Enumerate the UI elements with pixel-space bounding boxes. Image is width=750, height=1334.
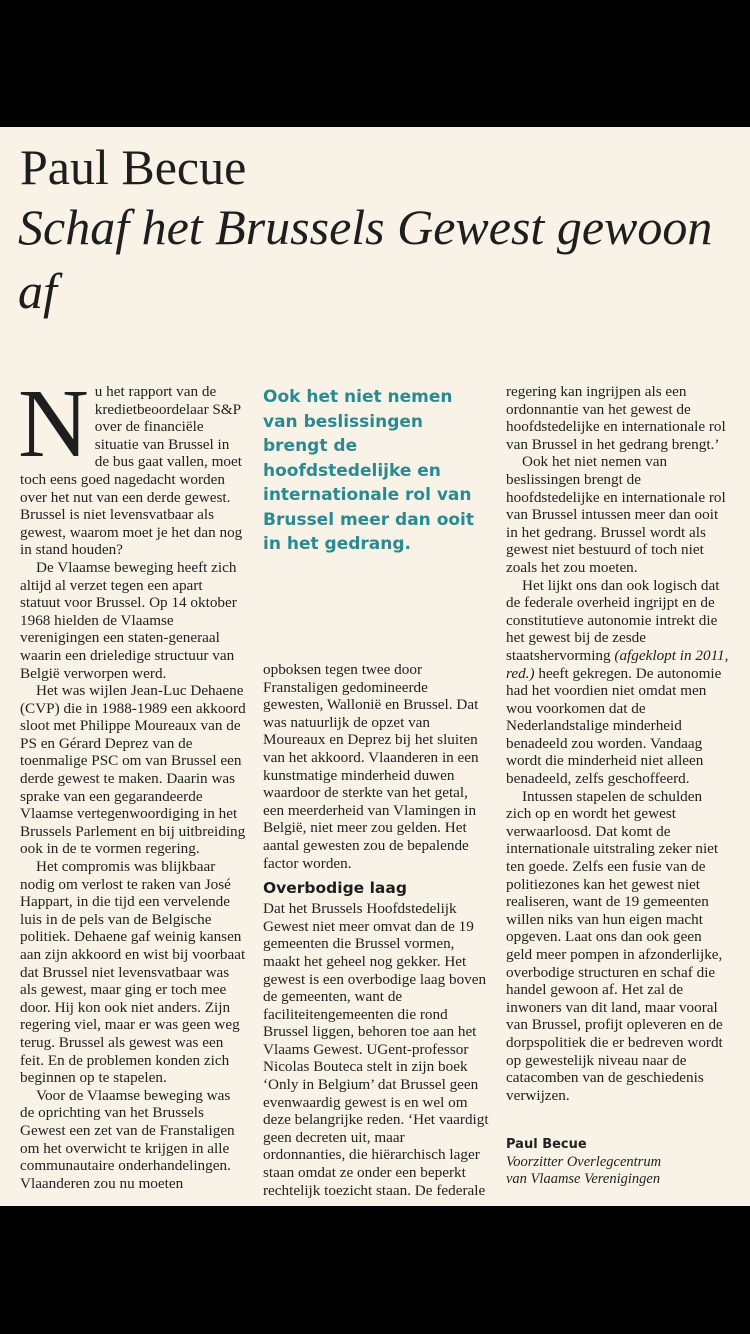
paragraph: Het compromis was blijkbaar nodig om verlost te raken van José Happart, in die tijd een vervelende luis in de pels van de Belgische politiek. Dehaene gaf weinig kansen aan zijn akkoord en wist bij voorbaat dat Brussel niet levensvatbaar was als gewest, maar ging er toch mee door. Hij kon ook niet anders. Zijn regering viel, maar er was geen weg terug. Brussel als gewest was een feit. En de problemen konden zich beginnen op te stapelen.: [20, 858, 246, 1087]
headline: Schaf het Brussels Gewest gewoon af: [18, 199, 713, 319]
paragraph: Ook het niet nemen van beslissingen brengt de hoofdstedelijke en internationale rol van Brussel intussen meer dan ooit in het gedrang. Brussel wordt als gewest niet bestuurd of toch niet zoals het zou moeten.: [506, 453, 726, 576]
signature-name: Paul Becue: [506, 1137, 587, 1153]
paragraph: [506, 577, 730, 788]
paragraph-text: u het rapport van de kredietbeoordelaar S&P over de financiële situatie van Brussel in de bus gaat vallen, moet toch eens goed nagedacht worden over het nut van een derde gewest. Brussel is niet levensvatbaar als gewest, waarom moet je het dan nog in stand houden?: [20, 383, 243, 559]
pull-quote: Ook het niet nemen van beslissingen brengt de hoofdstedelijke en internationale rol van Brussel meer dan ooit in het gedrang.: [263, 387, 475, 554]
signature-role: Voorzitter Overlegcentrum: [506, 1154, 662, 1171]
column-3: [506, 383, 730, 1188]
editor-note: (afgeklopt in 2011, red.): [506, 646, 729, 682]
paragraph: Voor de Vlaamse beweging was de oprichting van het Brussels Gewest een zet van de Franstaligen om het overwicht te krijgen in alle communautaire onderhandelingen. Vlaanderen zou nu moeten: [20, 1086, 235, 1192]
paragraph: regering kan ingrijpen als een ordonnantie van het gewest de hoofdstedelijke en internationale rol van Brussel in het gedrang brengt.’: [506, 383, 726, 453]
paragraph: Intussen stapelen de schulden zich op en wordt het gewest verwaarloosd. Dat komt de internationale uitstraling zeker niet ten goede. Zelfs een fusie van de politiezones kan het gewest niet realiseren, want de 19 gemeenten willen niks van hun eigen macht opgeven. Laat ons dan ook geen geld meer pompen in afzonderlijke, overbodige structuren en schaf die handel gewoon af. Het zal de inwoners van dit land, maar vooral van Brussel, profijt opleveren en de dorpspolitiek die er bedreven wordt op gewestelijk niveau naar de catacomben van de geschiedenis verwijzen.: [506, 787, 723, 1104]
paragraph: Dat het Brussels Hoofdstedelijk Gewest niet meer omvat dan de 19 gemeenten die Brussel vormen, maakt het geheel nog gekker. Het gewest is een overbodige laag boven de gemeenten, want de faciliteitengemeenten die rond Brussel liggen, behoren toe aan het Vlaams Gewest. UGent-professor Nicolas Bouteca stelt in zijn boek ‘Only in Belgium’ dat Brussel geen evenwaardig gewest is en wel om deze belangrijke reden. ‘Het vaardigt geen decreten uit, maar ordonnanties, die hiërarchisch lager staan omdat ze onder een beperkt rechtelijk toezicht staan. De federale: [263, 900, 489, 1199]
drop-cap: N: [18, 370, 89, 478]
column-1: [18, 370, 246, 1192]
paragraph-text: heeft gekregen. De autonomie had het voordien niet omdat men wou voorkomen dat de Nederlandstalige minderheid benadeeld zou worden. Vandaag wordt die minderheid niet alleen benadeeld, zelfs geschoffeerd.: [506, 664, 722, 788]
paragraph: Het was wijlen Jean-Luc Dehaene (CVP) die in 1988-1989 een akkoord sloot met Philippe Moureaux van de PS en Gérard Deprez van de toenmalige PSC om van Brussel een derde gewest te maken. Daarin was sprake van een gegarandeerde Vlaamse vertegenwoordiging in het Brussels Parlement en bij uitbreiding ook in de te vormen regering.: [20, 682, 246, 858]
subheading: Overbodige laag: [263, 879, 407, 898]
column-2: [263, 661, 489, 1199]
signature-block: [506, 1136, 730, 1188]
paragraph: opboksen tegen twee door Franstaligen gedomineerde gewesten, Wallonië en Brussel. Dat was natuurlijk de opzet van Moureaux en Deprez bij het sluiten van het akkoord. Vlaanderen in een kunstmatige minderheid duwen waardoor de sterkte van het getal, een meerderheid van Vlamingen in België, niet meer zou gelden. Het aantal gewesten zou de bepalende factor worden.: [263, 661, 479, 872]
paragraph: De Vlaamse beweging heeft zich altijd al verzet tegen een apart statuut voor Brussel. Op 14 oktober 1968 hielden de Vlaamse verenigingen een staten-generaal waarin een drieledige structuur van België verworpen werd.: [20, 558, 237, 682]
paragraph-text: Het lijkt ons dan ook logisch dat de federale overheid ingrijpt en de constitutieve autonomie intrekt die het gewest bij de zesde staatshervorming: [506, 576, 720, 664]
paragraph: [18, 370, 246, 559]
signature-role: van Vlaamse Verenigingen: [506, 1171, 661, 1188]
author-title: Paul Becue: [20, 139, 247, 195]
newspaper-clipping: [0, 127, 750, 1206]
